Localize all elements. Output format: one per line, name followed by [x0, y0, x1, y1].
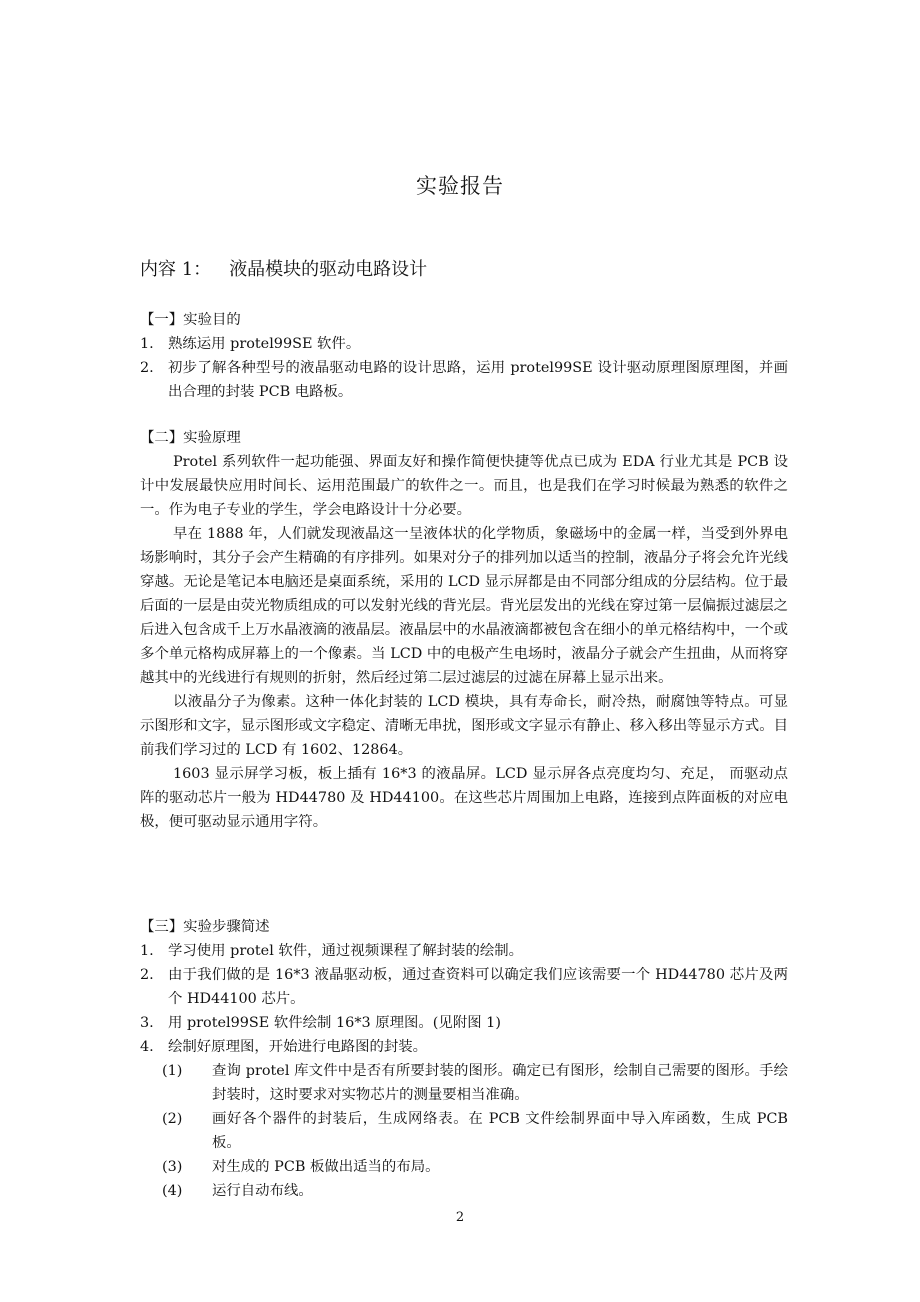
section-title: 【一】实验目的 — [140, 312, 241, 328]
item-text: 熟练运用 protel99SE 软件。 — [168, 336, 361, 352]
paragraph: 早在 1888 年，人们就发现液晶这一呈液体状的化学物质，象磁场中的金属一样，当受到外界电场影响时，其分子会产生精确的有序排列。如果对分子的排列加以适当的控制，液晶分子将会允许光线穿越。无论是笔记本电脑还是桌面系统，采用的 LCD 显示屏都是由不同部分组成的分层结构。位于最后面的一层是由荧光物质组成的可以发射光线的背光层。背光层发出的光线在穿过第一层偏振过滤层之后进入包含成千上万水晶液滴的液晶层。液晶层中的水晶液滴都被包含在细小的单元格结构中，一个或多个单元格构成屏幕上的一个像素。当 LCD 中的电极产生电场时，液晶分子就会产生扭曲，从而将穿越其中的光线进行有规则的折射，然后经过第二层过滤层的过滤在屏幕上显示出来。 — [140, 526, 788, 686]
item-text: 用 protel99SE 软件绘制 16*3 原理图。(见附图 1) — [168, 1015, 501, 1031]
section-principle — [140, 426, 788, 834]
content-heading — [140, 255, 427, 281]
list-item — [140, 1011, 788, 1035]
sub-item-number: (4) — [162, 1183, 183, 1199]
section-title: 【三】实验步骤简述 — [140, 919, 270, 935]
sub-list-item — [140, 1179, 788, 1203]
item-number: 4. — [140, 1039, 154, 1055]
item-number: 1. — [140, 943, 154, 959]
item-text: 初步了解各种型号的液晶驱动电路的设计思路，运用 protel99SE 设计驱动原理图原理图，并画出合理的封装 PCB 电路板。 — [168, 360, 788, 400]
sub-item-number: (2) — [162, 1111, 183, 1127]
sub-item-number: (1) — [162, 1063, 183, 1079]
content-heading-text: 液晶模块的驱动电路设计 — [229, 259, 428, 280]
list-item — [140, 356, 788, 404]
paragraph: 以液晶分子为像素。这种一体化封装的 LCD 模块，具有寿命长，耐冷热，耐腐蚀等特点。可显示图形和文字，显示图形或文字稳定、清晰无串扰，图形或文字显示有静止、移入移出等显示方式。目前我们学习过的 LCD 有 1602、12864。 — [140, 694, 788, 758]
item-text: 由于我们做的是 16*3 液晶驱动板，通过查资料可以确定我们应该需要一个 HD44780 芯片及两个 HD44100 芯片。 — [168, 967, 788, 1007]
sub-list-item — [140, 1155, 788, 1179]
paragraph: 1603 显示屏学习板，板上插有 16*3 的液晶屏。LCD 显示屏各点亮度均匀、充足， 而驱动点阵的驱动芯片一般为 HD44780 及 HD44100。在这些芯片周围加上电路，连接到点阵面板的对应电极，便可驱动显示通用字符。 — [140, 766, 788, 830]
section-purpose — [140, 308, 788, 404]
content-heading-label: 内容 1： — [140, 259, 212, 280]
report-title: 实验报告 — [416, 174, 504, 198]
sub-item-text: 对生成的 PCB 板做出适当的布局。 — [212, 1159, 440, 1175]
item-number: 3. — [140, 1015, 154, 1031]
sub-item-text: 查询 protel 库文件中是否有所要封装的图形。确定已有图形，绘制自己需要的图形。手绘封装时，这时要求对实物芯片的测量要相当准确。 — [212, 1063, 788, 1103]
sub-list-item — [140, 1107, 788, 1155]
item-number: 2. — [140, 360, 154, 376]
paragraph: Protel 系列软件一起功能强、界面友好和操作简便快捷等优点已成为 EDA 行业尤其是 PCB 设计中发展最快应用时间长、运用范围最广的软件之一。而且，也是我们在学习时候最为熟悉的软件之一。作为电子专业的学生，学会电路设计十分必要。 — [140, 454, 788, 518]
section-steps — [140, 915, 788, 1203]
sub-item-text: 画好各个器件的封装后，生成网络表。在 PCB 文件绘制界面中导入库函数，生成 PCB 板。 — [212, 1111, 788, 1151]
list-item — [140, 939, 788, 963]
list-item — [140, 963, 788, 1011]
list-item — [140, 1035, 788, 1059]
item-number: 2. — [140, 967, 154, 983]
item-text: 学习使用 protel 软件，通过视频课程了解封装的绘制。 — [168, 943, 524, 959]
item-text: 绘制好原理图，开始进行电路图的封装。 — [168, 1039, 428, 1055]
sub-item-text: 运行自动布线。 — [212, 1183, 313, 1199]
sub-item-number: (3) — [162, 1159, 183, 1175]
section-title: 【二】实验原理 — [140, 430, 241, 446]
sub-list-item — [140, 1059, 788, 1107]
item-number: 1. — [140, 336, 154, 352]
list-item — [140, 332, 788, 356]
page-number: 2 — [455, 1210, 465, 1225]
